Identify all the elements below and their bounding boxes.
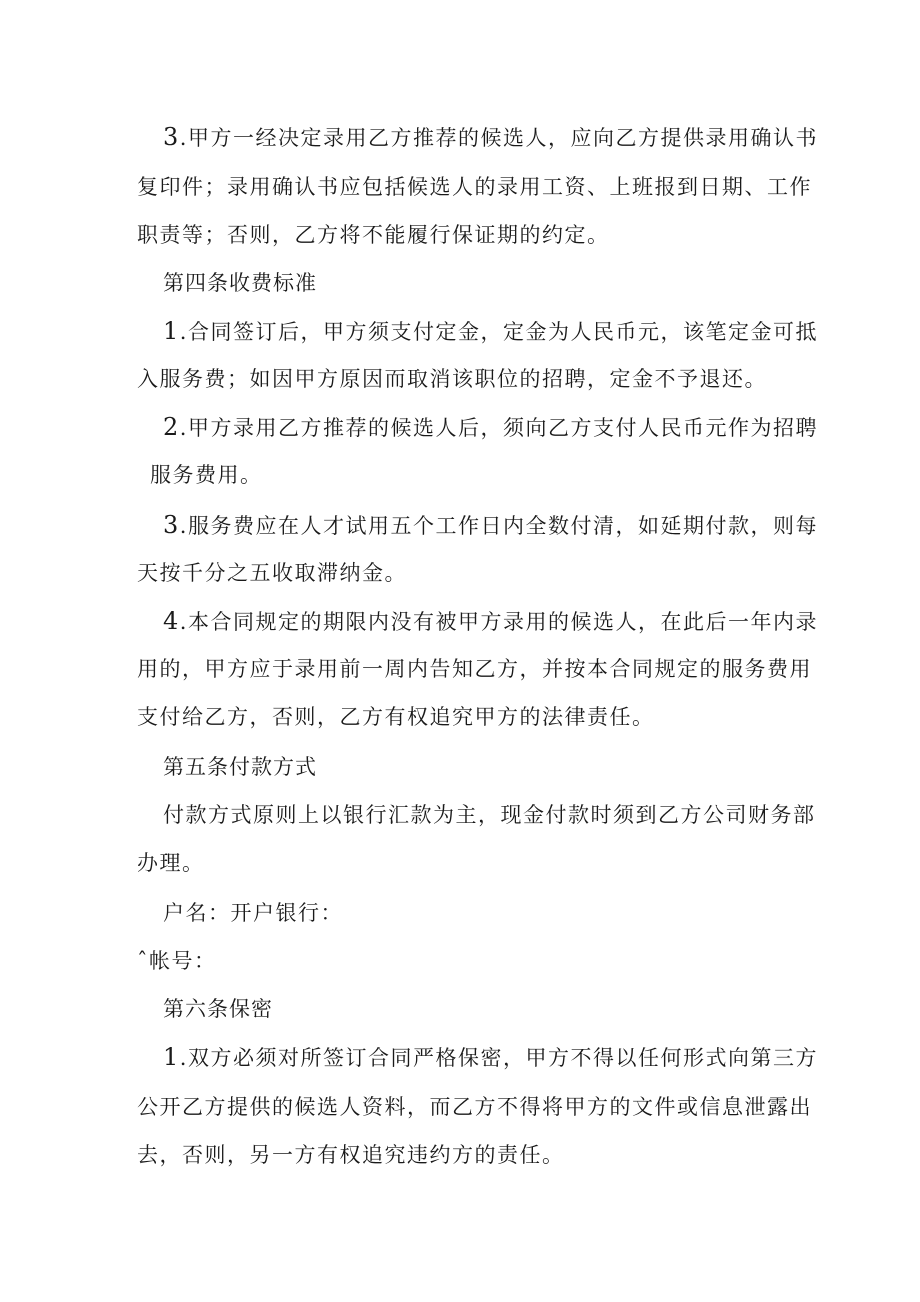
item-text: .双方必须对所签订合同严格保密，甲方不得以任何形式向第三方 [179,1046,818,1070]
article-5-line-1: 付款方式原则上以银行汇款为主，现金付款时须到乙方公司财务部 [163,803,816,827]
account-name-line: 户名：开户银行： [163,901,343,925]
article-4-item-3-line-2: 天按千分之五收取滞纳金。 [137,561,407,585]
item-text: .合同签订后，甲方须支付定金，定金为人民币元，该笔定金可抵 [179,320,818,344]
article-6-item-1-line-3: 去，否则，另一方有权追究违约方的责任。 [137,1143,565,1167]
article-6-heading: 第六条保密 [163,997,273,1021]
clause-3-line-1 [163,124,818,151]
article-4-item-2-line-1 [163,414,818,441]
article-5-heading: 第五条付款方式 [163,755,317,779]
item-number: 1 [163,317,180,345]
item-text: .甲方一经决定录用乙方推荐的候选人，应向乙方提供录用确认书 [179,126,818,150]
account-number-line: ˆ帐号： [137,949,217,973]
article-6-item-1-line-1 [163,1044,818,1071]
item-text: .甲方录用乙方推荐的候选人后，须向乙方支付人民币元作为招聘 [179,416,818,440]
article-4-item-1-line-1 [163,318,818,345]
item-number: 2 [163,413,180,441]
item-number: 4 [163,607,180,635]
article-4-item-4-line-1 [163,608,818,635]
article-4-item-4-line-2: 用的，甲方应于录用前一周内告知乙方，并按本合同规定的服务费用 [137,657,812,681]
item-number: 3 [163,123,180,151]
clause-3-line-2: 复印件；录用确认书应包括候选人的录用工资、上班报到日期、工作 [137,175,812,199]
article-5-line-2: 办理。 [137,851,205,875]
clause-3-line-3: 职责等；否则，乙方将不能履行保证期的约定。 [137,223,610,247]
article-4-item-2-line-2: 服务费用。 [150,463,263,487]
article-4-item-3-line-1 [163,512,818,539]
item-number: 1 [163,1043,180,1071]
item-text: .本合同规定的期限内没有被甲方录用的候选人，在此后一年内录 [179,610,818,634]
article-6-item-1-line-2: 公开乙方提供的候选人资料，而乙方不得将甲方的文件或信息泄露出 [137,1095,812,1119]
item-text: .服务费应在人才试用五个工作日内全数付清，如延期付款，则每 [179,514,818,538]
item-number: 3 [163,511,180,539]
article-4-heading: 第四条收费标准 [163,271,317,295]
article-4-item-1-line-2: 入服务费；如因甲方原因而取消该职位的招聘，定金不予退还。 [137,367,767,391]
article-4-item-4-line-3: 支付给乙方，否则，乙方有权追究甲方的法律责任。 [137,705,655,729]
